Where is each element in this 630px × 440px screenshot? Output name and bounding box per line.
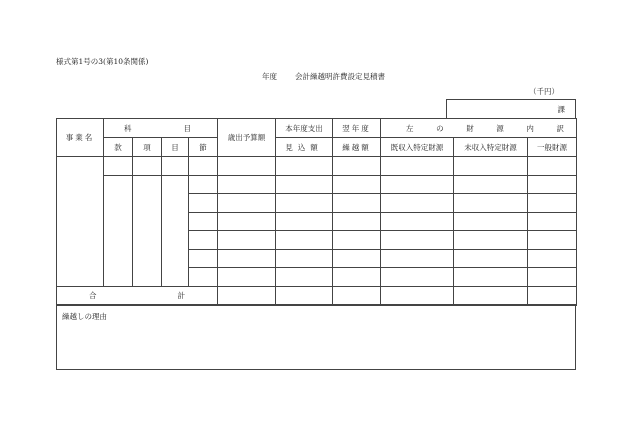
budget-cell[interactable] <box>218 175 276 194</box>
received-cell[interactable] <box>381 231 454 250</box>
kan-cell[interactable] <box>104 157 133 176</box>
unreceived-cell[interactable] <box>454 231 528 250</box>
current-year-cell[interactable] <box>276 175 333 194</box>
source-unreceived-header: 未収入特定財源 <box>454 138 528 157</box>
budget-cell[interactable] <box>218 157 276 176</box>
section-box <box>446 99 576 119</box>
carryover-cell[interactable] <box>333 157 381 176</box>
total-current-year-cell[interactable] <box>276 286 333 305</box>
current-year-cell[interactable] <box>276 249 333 268</box>
total-label <box>57 286 218 305</box>
moku-cell[interactable] <box>162 194 189 213</box>
total-general-cell[interactable] <box>528 286 577 305</box>
carryover-cell[interactable] <box>333 194 381 213</box>
subject-setsu-header: 節 <box>189 138 218 157</box>
budget-cell[interactable] <box>218 212 276 231</box>
subject-header <box>104 119 218 138</box>
document-title: 会計繰越明許費設定見積書 <box>295 72 385 81</box>
general-cell[interactable] <box>528 231 577 250</box>
subject-kou-header: 項 <box>133 138 162 157</box>
received-cell[interactable] <box>381 268 454 287</box>
unreceived-cell[interactable] <box>454 268 528 287</box>
title-year: 年度 <box>262 72 277 81</box>
budget-cell[interactable] <box>218 268 276 287</box>
kan-cell[interactable] <box>104 175 133 286</box>
setsu-cell[interactable] <box>189 175 218 194</box>
general-cell[interactable] <box>528 212 577 231</box>
table-row <box>57 157 577 176</box>
carryover-cell[interactable] <box>333 212 381 231</box>
moku-cell[interactable] <box>162 268 189 287</box>
carryover-header-1: 翌年度 <box>333 119 381 138</box>
received-cell[interactable] <box>381 175 454 194</box>
project-name-header: 事業名 <box>57 119 104 157</box>
moku-cell[interactable] <box>162 249 189 268</box>
current-year-header-1: 本年度支出 <box>276 119 333 138</box>
breakdown-header: 左 の 財 源 内 訳 <box>381 119 577 138</box>
table-row <box>57 175 577 194</box>
kou-cell[interactable] <box>133 157 162 176</box>
received-cell[interactable] <box>381 194 454 213</box>
unreceived-cell[interactable] <box>454 157 528 176</box>
budget-table-wrapper <box>56 118 576 305</box>
moku-cell[interactable] <box>162 157 189 176</box>
budget-amount-header: 歳出予算額 <box>218 119 276 157</box>
general-cell[interactable] <box>528 249 577 268</box>
total-received-cell[interactable] <box>381 286 454 305</box>
total-char-1: 合 <box>89 291 97 300</box>
carryover-cell[interactable] <box>333 268 381 287</box>
budget-table <box>56 118 577 306</box>
current-year-cell[interactable] <box>276 212 333 231</box>
current-year-header-2: 見込額 <box>276 138 333 157</box>
form-number: 様式第1号の3(第10条関係) <box>56 57 149 66</box>
total-row <box>57 286 577 305</box>
total-carryover-cell[interactable] <box>333 286 381 305</box>
kou-cell[interactable] <box>133 175 162 286</box>
carryover-header-2: 繰越額 <box>333 138 381 157</box>
total-char-2: 計 <box>177 291 185 300</box>
setsu-cell[interactable] <box>189 194 218 213</box>
setsu-cell[interactable] <box>189 231 218 250</box>
general-cell[interactable] <box>528 268 577 287</box>
reason-label: 繰越しの理由 <box>62 312 107 321</box>
setsu-cell[interactable] <box>189 212 218 231</box>
moku-cell[interactable] <box>162 212 189 231</box>
unreceived-cell[interactable] <box>454 175 528 194</box>
moku-cell[interactable] <box>162 231 189 250</box>
received-cell[interactable] <box>381 157 454 176</box>
subject-kan-header: 款 <box>104 138 133 157</box>
carryover-cell[interactable] <box>333 249 381 268</box>
carryover-cell[interactable] <box>333 175 381 194</box>
current-year-cell[interactable] <box>276 194 333 213</box>
setsu-cell[interactable] <box>189 157 218 176</box>
received-cell[interactable] <box>381 212 454 231</box>
general-cell[interactable] <box>528 194 577 213</box>
moku-cell[interactable] <box>162 175 189 194</box>
unreceived-cell[interactable] <box>454 194 528 213</box>
total-budget-cell[interactable] <box>218 286 276 305</box>
unit-label: （千円） <box>529 87 559 96</box>
subject-char-1: 科 <box>124 123 132 133</box>
received-cell[interactable] <box>381 249 454 268</box>
current-year-cell[interactable] <box>276 268 333 287</box>
current-year-cell[interactable] <box>276 231 333 250</box>
budget-cell[interactable] <box>218 249 276 268</box>
unreceived-cell[interactable] <box>454 212 528 231</box>
budget-cell[interactable] <box>218 194 276 213</box>
source-general-header: 一般財源 <box>528 138 577 157</box>
subject-char-2: 目 <box>183 123 191 133</box>
reason-box[interactable] <box>56 304 576 370</box>
subject-moku-header: 目 <box>162 138 189 157</box>
current-year-cell[interactable] <box>276 157 333 176</box>
total-unreceived-cell[interactable] <box>454 286 528 305</box>
general-cell[interactable] <box>528 157 577 176</box>
section-label: 課 <box>557 105 565 114</box>
general-cell[interactable] <box>528 175 577 194</box>
setsu-cell[interactable] <box>189 268 218 287</box>
unreceived-cell[interactable] <box>454 249 528 268</box>
project-name-cell[interactable] <box>57 157 104 287</box>
setsu-cell[interactable] <box>189 249 218 268</box>
source-received-header: 既収入特定財源 <box>381 138 454 157</box>
carryover-cell[interactable] <box>333 231 381 250</box>
budget-cell[interactable] <box>218 231 276 250</box>
